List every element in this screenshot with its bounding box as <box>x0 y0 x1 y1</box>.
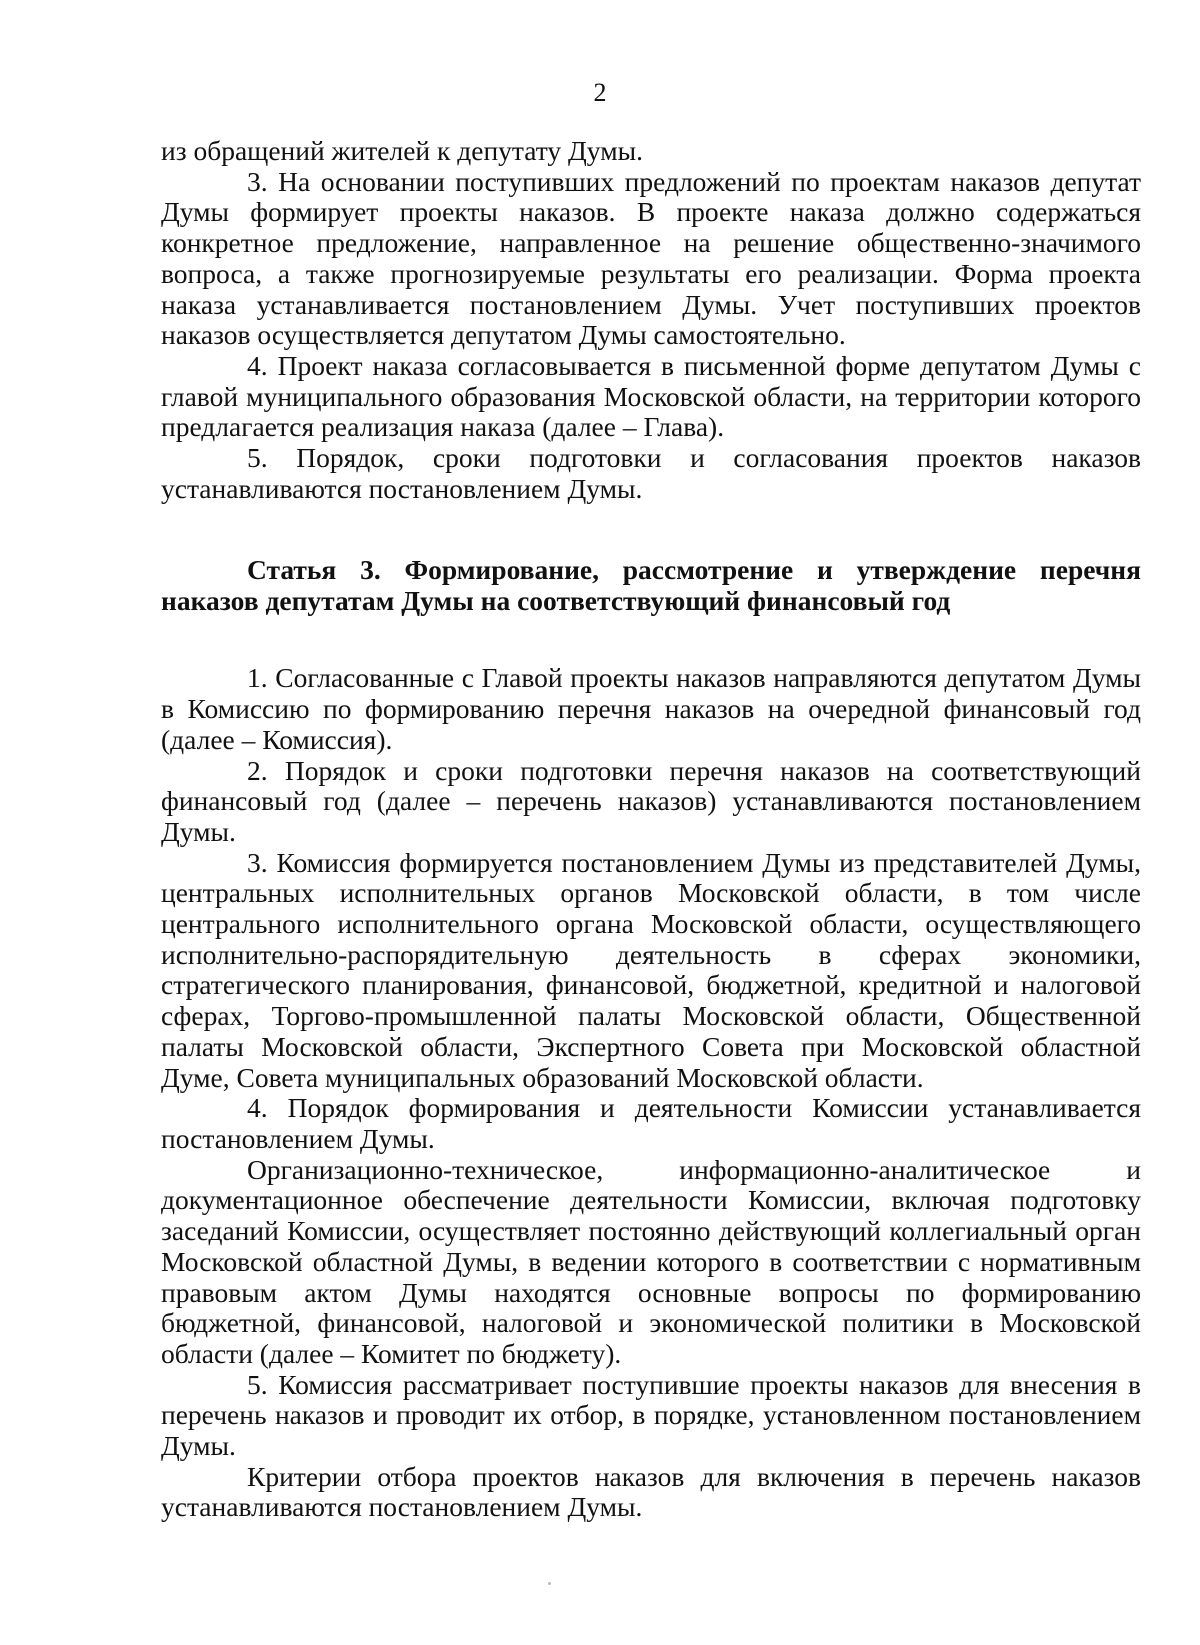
paragraph-2-5: 5. Порядок, сроки подготовки и согласования проектов наказов устанавливаются постановлением Думы. <box>161 442 1141 504</box>
paragraph-continuation: из обращений жителей к депутату Думы. <box>161 135 643 166</box>
article-3-paragraph-1: 1. Согласованные с Главой проекты наказов направляются депутатом Думы в Комиссию по формированию перечня наказов на очередной финансовый год (далее – Комиссия). <box>161 662 1141 755</box>
document-body <box>161 136 1141 1523</box>
scan-speck <box>548 1582 551 1585</box>
page-number: 2 <box>593 78 607 107</box>
article-3-paragraph-4-support: Организационно-техническое, информационно-аналитическое и документационное обеспечение деятельности Комиссии, включая подготовку заседаний Комиссии, осуществляет постоянно действующий коллегиальный орган Московской областной Думы, в ведении которого в соответствии с нормативным правовым актом Думы находятся основные вопросы по формированию бюджетной, финансовой, налоговой и экономической политики в Московской области (далее – Комитет по бюджету). <box>161 1153 1141 1369</box>
paragraph-2-4: 4. Проект наказа согласовывается в письменной форме депутатом Думы с главой муниципального образования Московской области, на территории которого предлагается реализация наказа (далее – Глава). <box>161 349 1141 443</box>
article-3-paragraph-5-criteria: Критерии отбора проектов наказов для включения в перечень наказов устанавливаются постановлением Думы. <box>161 1460 1141 1523</box>
paragraph-2-3: 3. На основании поступивших предложений по проектам наказов депутат Думы формирует проекты наказов. В проекте наказа должно содержаться конкретное предложение, направленное на решение общественно-значимого вопроса, а также прогнозируемые результаты его реализации. Форма проекта наказа устанавливается постановлением Думы. Учет поступивших проектов наказов осуществляется депутатом Думы самостоятельно. <box>161 165 1141 351</box>
article-3-heading: Статья 3. Формирование, рассмотрение и утверждение перечня наказов депутатам Думы на соответствующий финансовый год <box>161 554 1141 617</box>
article-3-paragraph-2: 2. Порядок и сроки подготовки перечня наказов на соответствующий финансовый год (далее – перечень наказов) устанавливаются постановлением Думы. <box>161 754 1141 847</box>
article-3-paragraph-4: 4. Порядок формирования и деятельности Комиссии устанавливается постановлением Думы. <box>161 1092 1141 1154</box>
article-3-paragraph-5: 5. Комиссия рассматривает поступившие проекты наказов для внесения в перечень наказов и проводит их отбор, в порядке, установленном постановлением Думы. <box>161 1368 1141 1462</box>
article-3-paragraph-3: 3. Комиссия формируется постановлением Думы из представителей Думы, центральных исполнительных органов Московской области, в том числе центрального исполнительного органа Московской области, осуществляющего исполнительно-распорядительную деятельность в сферах экономики, стратегического планирования, финансовой, бюджетной, кредитной и налоговой сферах, Торгово-промышленной палаты Московской области, Общественной палаты Московской области, Экспертного Совета при Московской областной Думе, Совета муниципальных образований Московской области. <box>161 846 1141 1093</box>
